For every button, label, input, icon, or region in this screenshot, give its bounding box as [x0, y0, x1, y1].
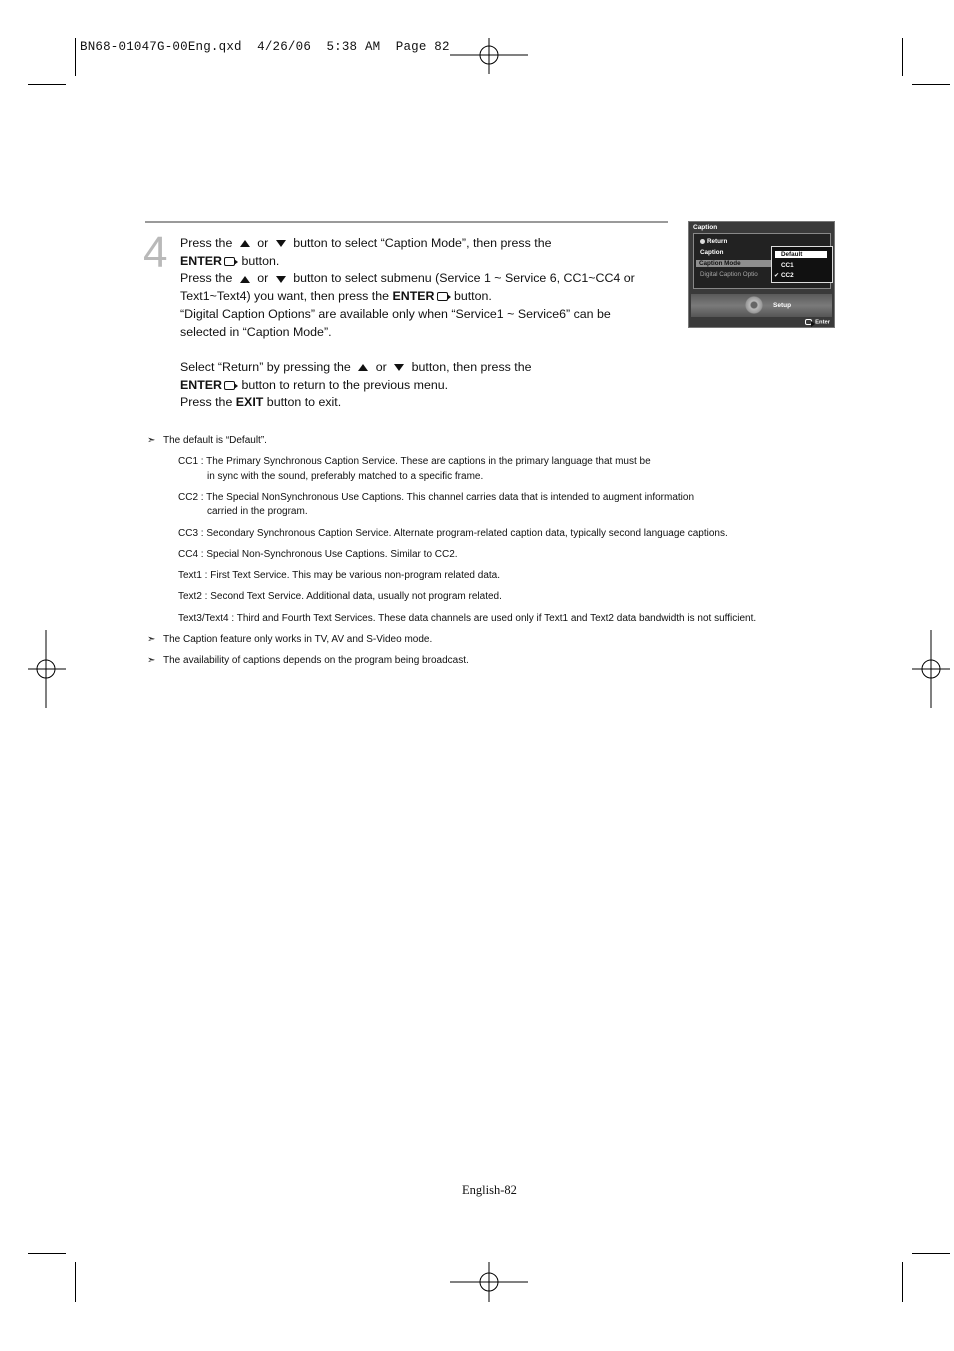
instruction-line: “Digital Caption Options” are available only when “Service1 ~ Service6” can be [180, 306, 611, 321]
enter-key-label: ENTER [180, 377, 222, 392]
registration-mark [450, 38, 530, 76]
instruction-line [180, 394, 650, 412]
instruction-line [180, 288, 650, 306]
instruction-text: Press the [180, 236, 233, 250]
crop-mark [75, 1262, 76, 1302]
crop-mark [75, 38, 76, 76]
instruction-text: Press the [180, 271, 233, 286]
instruction-text: button, then press the [411, 359, 532, 374]
print-header: BN68-01047G-00Eng.qxd 4/26/06 5:38 AM Page 82 [80, 40, 450, 54]
return-icon [700, 239, 705, 244]
instruction-text: button to select “Caption Mode”, then press the [293, 236, 552, 250]
note-cc2-cont: carried in the program. [207, 506, 308, 517]
note-arrow-icon: ➣ [147, 655, 156, 666]
crop-mark [902, 38, 903, 76]
enter-key-label: ENTER [180, 253, 222, 268]
note-text: The availability of captions depends on the program being broadcast. [163, 655, 469, 666]
osd-menu-item-caption: Caption [700, 249, 724, 256]
note-cc1: CC1 : The Primary Synchronous Caption Service. These are captions in the primary language that must be [178, 456, 651, 467]
note-cc2: CC2 : The Special NonSynchronous Use Captions. This channel carries data that is intended to augment information [178, 492, 695, 503]
instruction-line [180, 377, 650, 395]
osd-category-label: Setup [773, 302, 792, 309]
enter-icon [224, 381, 235, 390]
gear-icon [745, 296, 763, 314]
up-arrow-icon [240, 276, 250, 283]
down-arrow-icon [276, 240, 286, 247]
osd-enter-hint [803, 319, 830, 326]
osd-enter-label: Enter [815, 320, 830, 326]
osd-menu-item-caption-mode: Caption Mode [696, 260, 774, 267]
crop-mark [902, 1262, 903, 1302]
enter-icon [805, 319, 812, 325]
instruction-text: button to return to the previous menu. [241, 377, 449, 392]
section-rule [145, 221, 668, 223]
instruction-line [180, 235, 650, 253]
enter-icon [224, 257, 235, 266]
crop-mark [912, 1253, 950, 1254]
down-arrow-icon [394, 364, 404, 371]
note-cc1-cont: in sync with the sound, preferably matched to a specific frame. [207, 471, 484, 482]
step-number: 4 [143, 228, 168, 277]
osd-submenu-cc2: CC2 [781, 272, 794, 279]
crop-mark [28, 84, 66, 85]
up-arrow-icon [358, 364, 368, 371]
instruction-line [180, 253, 650, 271]
instruction-text: button. [453, 289, 492, 304]
registration-mark [450, 1262, 530, 1302]
instruction-text: button. [241, 253, 280, 268]
osd-submenu [771, 246, 833, 283]
exit-key-label: EXIT [235, 395, 264, 410]
step-instructions [180, 235, 650, 412]
instruction-line: selected in “Caption Mode”. [180, 324, 332, 339]
osd-submenu-cc1: CC1 [781, 262, 794, 269]
osd-title: Caption [693, 224, 718, 231]
check-icon: ✔ [774, 273, 780, 279]
instruction-text: button to exit. [266, 395, 342, 410]
note-cc4: CC4 : Special Non-Synchronous Use Captions. Similar to CC2. [178, 549, 458, 560]
note-arrow-icon: ➣ [147, 634, 156, 645]
note-text2: Text2 : Second Text Service. Additional data, usually not program related. [178, 591, 502, 602]
note-item [147, 654, 469, 668]
instruction-text: button to select submenu (Service 1 ~ Service 6, CC1~CC4 or [293, 271, 635, 286]
instruction-line [180, 359, 650, 377]
instruction-text: Select “Return” by pressing the [180, 359, 351, 374]
note-text3-text4: Text3/Text4 : Third and Fourth Text Services. These data channels are used only if Text1 and Text2 data bandwidth is not sufficient. [178, 613, 757, 624]
crop-mark [28, 1253, 66, 1254]
enter-key-label: ENTER [392, 289, 435, 304]
osd-item-label: Return [707, 238, 728, 245]
enter-icon [437, 292, 448, 301]
instruction-text: or [257, 236, 269, 250]
note-item [147, 633, 432, 647]
page-number: English-82 [462, 1183, 517, 1197]
osd-category-band [691, 294, 832, 317]
instruction-text: Press the [180, 395, 233, 410]
note-cc3: CC3 : Secondary Synchronous Caption Service. Alternate program-related caption data, typically second language captions. [178, 528, 728, 539]
note-text: The Caption feature only works in TV, AV and S-Video mode. [163, 634, 433, 645]
note-text1: Text1 : First Text Service. This may be various non-program related data. [178, 570, 500, 581]
osd-menu-item-return [700, 238, 727, 245]
down-arrow-icon [276, 276, 286, 283]
instruction-text: Text1~Text4) you want, then press the [180, 289, 390, 304]
note-arrow-icon: ➣ [147, 435, 156, 446]
instruction-text: or [375, 359, 387, 374]
osd-screenshot [688, 221, 835, 328]
note-item [147, 434, 267, 448]
instruction-text: or [257, 271, 269, 286]
registration-mark [28, 630, 66, 710]
up-arrow-icon [240, 240, 250, 247]
note-text: The default is “Default”. [163, 435, 267, 446]
osd-menu-panel [693, 233, 831, 289]
osd-submenu-default: Default [775, 251, 827, 258]
instruction-line [180, 270, 650, 288]
crop-mark [912, 84, 950, 85]
registration-mark [912, 630, 950, 710]
osd-menu-item-digital-caption-options: Digital Caption Optio [700, 271, 758, 278]
